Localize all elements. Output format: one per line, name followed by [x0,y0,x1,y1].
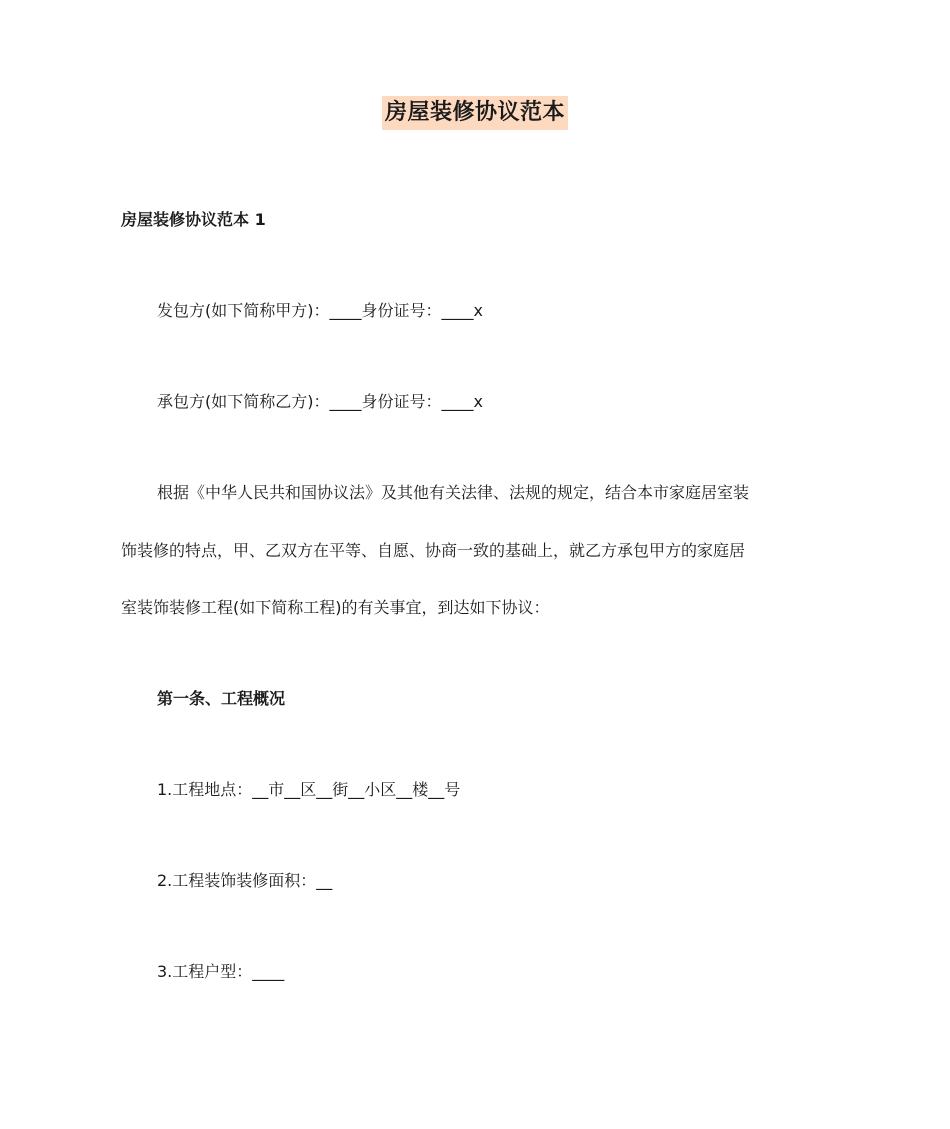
intro-paragraph-line-2: 饰装修的特点，甲、乙双方在平等、自愿、协商一致的基础上，就乙方承包甲方的家庭居 [121,541,746,560]
article-1-heading: 第一条、工程概况 [157,689,286,708]
party-a-line: 发包方(如下简称甲方)：____身份证号：____x [157,301,483,320]
intro-paragraph-line-1: 根据《中华人民共和国协议法》及其他有关法律、法规的规定，结合本市家庭居室装 [157,483,750,502]
title-container [0,96,950,130]
item-project-location: 1.工程地点：__市__区__街__小区__楼__号 [157,780,461,799]
intro-paragraph-line-3: 室装饰装修工程(如下简称工程)的有关事宜，到达如下协议： [121,598,550,617]
item-house-type: 3.工程户型：____ [157,962,285,981]
section-heading: 房屋装修协议范本 1 [121,210,266,229]
party-b-line: 承包方(如下简称乙方)：____身份证号：____x [157,392,483,411]
document-title: 房屋装修协议范本 [382,96,568,130]
item-decoration-area: 2.工程装饰装修面积：__ [157,871,333,890]
